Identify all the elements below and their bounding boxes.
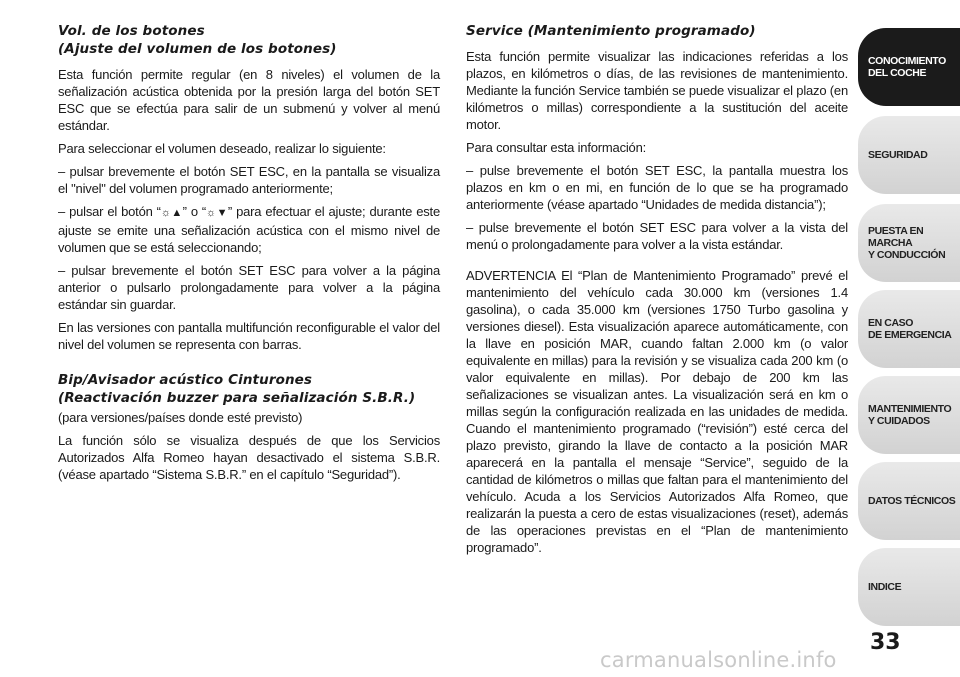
paragraph: – pulse brevemente el botón SET ESC para volver a la vista del menú o prolongadamente para volver a la vista estándar.	[466, 220, 848, 252]
brightness-down-icon: ☼▼	[206, 207, 228, 219]
chapter-sidebar	[858, 0, 960, 677]
tab-en-caso-de-emergencia[interactable]: EN CASO DE EMERGENCIA	[858, 290, 960, 368]
brightness-up-icon: ☼▲	[160, 207, 183, 219]
warning-paragraph: ADVERTENCIA El “Plan de Mantenimiento Programado” prevé el mantenimiento del vehículo cada 30.000 km (versiones 1.4 gasolina), o cada 35.000 km (versiones 1750 Turbo gasolina y versiones diesel). Esta visualización aparece automáticamente, con la llave en posición MAR, cuando faltan 2.000 km (o valor equivalente en millas) para la revisión y se visualiza cada 200 km (o valor equivalente en millas). Por debajo de 200 km las señalizaciones se visualizan antes. La visualización será en km o millas según la configuración realizada en las unidades de medida. Cuando el mantenimiento programado (“revisión”) esté cerca del plazo previsto, girando la llave de contacto a la posición MAR aparecerá en la pantalla el mensaje “Service”, seguido de la cantidad de kilómetros o millas que faltan para el mantenimiento del vehículo. Acuda a los Servicios Autorizados Alfa Romeo, que realizarán la puesta a cero de estas visualizaciones (reset), además de las operaciones previstas en el “Plan de mantenimiento programado”.	[466, 268, 848, 555]
subheading-note: (para versiones/países donde esté previsto)	[58, 410, 303, 425]
watermark: carmanualsonline.info	[600, 648, 837, 672]
tab-mantenimiento[interactable]: MANTENIMIENTO Y CUIDADOS	[858, 376, 960, 454]
paragraph: En las versiones con pantalla multifunción reconfigurable el valor del nivel del volumen se representa con barras.	[58, 320, 440, 352]
paragraph: Esta función permite regular (en 8 niveles) el volumen de la señalización acústica obtenida por la presión larga del botón SET ESC que se efectúa para salir de un submenú y volver al menú estándar.	[58, 67, 440, 133]
paragraph: Esta función permite visualizar las indicaciones referidas a los plazos, en kilómetros o días, de las revisiones de mantenimiento. Mediante la función Service también se puede visualizar el plazo (en kilómetros o millas) correspondiente a la sustitución del aceite motor.	[466, 49, 848, 132]
tab-conocimiento-del-coche[interactable]: CONOCIMIENTO DEL COCHE	[858, 28, 960, 106]
paragraph: – pulsar el botón “☼▲” o “☼▼” para efectuar el ajuste; durante este ajuste se emite una señalización acústica con el mismo nivel de volumen que se está seleccionando;	[58, 204, 440, 255]
paragraph: – pulsar brevemente el botón SET ESC, en la pantalla se visualiza el "nivel" del volumen programado anteriormente;	[58, 164, 440, 196]
paragraph: – pulse brevemente el botón SET ESC, la pantalla muestra los plazos en km o en mi, en función de lo que se ha programado anteriormente (véase apartado “Unidades de medida distancia”);	[466, 163, 848, 212]
section-heading-service: Service (Mantenimiento programado)	[466, 23, 756, 39]
paragraph: Para seleccionar el volumen deseado, realizar lo siguiente:	[58, 141, 386, 156]
tab-puesta-en-marcha[interactable]: PUESTA EN MARCHA Y CONDUCCIÓN	[858, 204, 960, 282]
section-heading-seatbelt-buzzer: Bip/Avisador acústico Cinturones (Reactivación buzzer para señalización S.B.R.)	[58, 372, 416, 406]
paragraph: – pulsar brevemente el botón SET ESC para volver a la página anterior o pulsarlo prolongadamente para volver a la página estándar sin guardar.	[58, 263, 440, 312]
section-heading-button-volume: Vol. de los botones (Ajuste del volumen de los botones)	[58, 23, 337, 57]
tab-indice[interactable]: INDICE	[858, 548, 960, 626]
paragraph: La función sólo se visualiza después de que los Servicios Autorizados Alfa Romeo hayan desactivado el sistema S.B.R. (véase apartado “Sistema S.B.R.” en el capítulo “Seguridad”).	[58, 433, 440, 482]
paragraph: Para consultar esta información:	[466, 140, 647, 155]
right-column	[466, 22, 848, 562]
tab-seguridad[interactable]: SEGURIDAD	[858, 116, 960, 194]
left-column	[58, 22, 440, 489]
page-number: 33	[870, 630, 901, 655]
tab-datos-tecnicos[interactable]: DATOS TÉCNICOS	[858, 462, 960, 540]
